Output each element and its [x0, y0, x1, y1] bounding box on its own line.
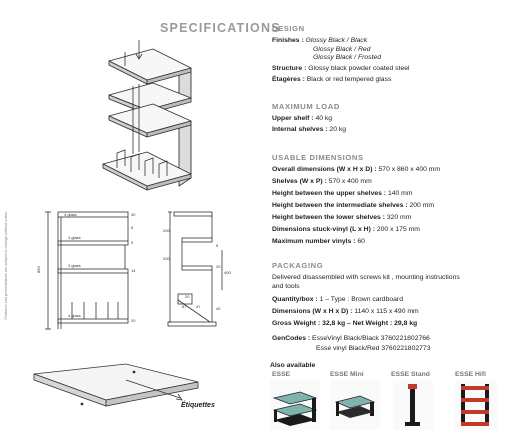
page-title: SPECIFICATIONS [160, 21, 281, 35]
structure-row [272, 65, 410, 74]
side-dim: 5 [216, 243, 219, 248]
rack-3d-drawing [95, 38, 205, 196]
finishes-row [272, 37, 367, 46]
variant-name: ESSE [272, 371, 291, 378]
upper-shelf-row [272, 115, 332, 124]
front-dim: 40 [131, 212, 136, 217]
esse-product-icon [270, 380, 320, 430]
packaging-desc-line: Delivered disassembled with screws kit , mounting instructions [272, 274, 460, 281]
front-label: 4 glass [68, 263, 81, 268]
pack-dimensions-value: 1140 x 115 x 490 mm [354, 308, 419, 315]
gencode-value: Esse vinyl Black/Red 3760221802773 [316, 345, 431, 352]
side-dim: 200 [163, 256, 170, 261]
usable-row [272, 214, 411, 223]
bottom-dim: 87 [182, 304, 187, 309]
quantity-row [272, 296, 403, 305]
usable-row [272, 238, 365, 247]
usable-value: 570 x 400 mm [328, 178, 372, 185]
gross-weight-row [272, 320, 417, 329]
finish-value: Glossy Black / Black [305, 37, 368, 44]
gencodes-label: GenCodes : [272, 335, 311, 342]
usable-dimensions-heading: USABLE DIMENSIONS [272, 153, 364, 162]
packaging-desc-line: and tools [272, 283, 300, 290]
usable-label: Height between the intermediate shelves : [272, 202, 408, 209]
usable-value: 570 x 860 x 400 mm [378, 166, 441, 173]
finishes-label: Finishes : [272, 37, 304, 44]
etiquettes-label: Étiquettes [181, 402, 215, 409]
front-dim: 5 [131, 225, 134, 230]
front-dim: 860 [36, 266, 41, 273]
esse-mini-product-icon [330, 380, 380, 430]
gencodes-row [272, 335, 430, 344]
esse-stand-product-icon [393, 380, 433, 430]
esse-hifi-product-icon [455, 380, 497, 430]
etageres-row [272, 76, 391, 85]
quantity-label: Quantity/box : [272, 296, 318, 303]
bottom-dim: 47 [196, 304, 201, 309]
also-available-heading [270, 362, 315, 371]
tray-drawing [26, 360, 226, 420]
gencode-value: EsseVinyl Black/Black 3760221802766 [312, 335, 430, 342]
usable-value: 140 mm [387, 190, 413, 197]
side-view-drawing [158, 210, 248, 338]
quantity-value: 1 – Type : Brown cardboard [319, 296, 403, 303]
finish-value-text: Glossy Black / Frosted [313, 54, 381, 61]
pack-dimensions-label: Dimensions (W x H x D) : [272, 308, 353, 315]
usable-label: Height between the upper shelves : [272, 190, 387, 197]
front-dim: 20 [131, 318, 136, 323]
usable-label: Maximum number vinyls : [272, 238, 356, 245]
front-label: 4 glass [64, 212, 77, 217]
side-disclaimer-text: Features and presentations are subject to change without notice. [4, 210, 8, 319]
structure-value: Glossy black powder coated steel [308, 65, 410, 72]
usable-label: Shelves (W x P) : [272, 178, 327, 185]
usable-label: Overall dimensions (W x H x D) : [272, 166, 377, 173]
finish-value [313, 54, 381, 63]
side-disclaimer [1, 182, 11, 347]
usable-label: Dimensions stuck-vinyl (L x H) : [272, 226, 375, 233]
side-dim: 20 [216, 264, 221, 269]
finish-value [313, 46, 370, 55]
front-label: 4 glass [68, 235, 81, 240]
internal-shelves-label: Internal shelves : [272, 126, 328, 133]
usable-label: Height between the lower shelves : [272, 214, 385, 221]
design-heading: DESIGN [272, 24, 305, 33]
usable-row [272, 226, 420, 235]
side-dim: 200 [163, 228, 170, 233]
front-view-drawing [20, 207, 140, 339]
upper-shelf-label: Upper shelf : [272, 115, 314, 122]
usable-value: 60 [357, 238, 365, 245]
usable-value: 200 x 175 mm [376, 226, 420, 233]
etageres-label: Étagères : [272, 76, 305, 83]
structure-label: Structure : [272, 65, 307, 72]
variant-name: ESSE Mini [330, 371, 364, 378]
max-load-heading: MAXIMUM LOAD [272, 102, 340, 111]
pack-dimensions-row [272, 308, 419, 317]
front-label: 4 glass [68, 313, 81, 318]
packaging-heading: PACKAGING [272, 261, 324, 270]
variant-name: ESSE Hifi [455, 371, 486, 378]
internal-shelves-value: 20 kg [329, 126, 347, 133]
upper-shelf-value: 40 kg [315, 115, 333, 122]
usable-row [272, 166, 440, 175]
bottom-dim: 20 [185, 294, 190, 299]
also-available-text: Also available [270, 362, 316, 369]
front-dim: 5 [131, 240, 134, 245]
front-dim: 14 [131, 268, 136, 273]
variant-name: ESSE Stand [391, 371, 430, 378]
usable-value: 200 mm [409, 202, 435, 209]
side-dim: 400 [224, 270, 231, 275]
side-dim: 40 [216, 306, 221, 311]
etageres-value: Black or red tempered glass [306, 76, 392, 83]
gross-weight-value: 32,8 kg – Net Weight : 29,8 kg [322, 320, 418, 327]
gross-weight-label: Gross Weight : [272, 320, 321, 327]
internal-shelves-row [272, 126, 346, 135]
usable-row [272, 202, 434, 211]
finish-value-text: Glossy Black / Red [313, 45, 371, 53]
usable-value: 320 mm [386, 214, 412, 221]
usable-row [272, 178, 372, 187]
usable-row [272, 190, 413, 199]
